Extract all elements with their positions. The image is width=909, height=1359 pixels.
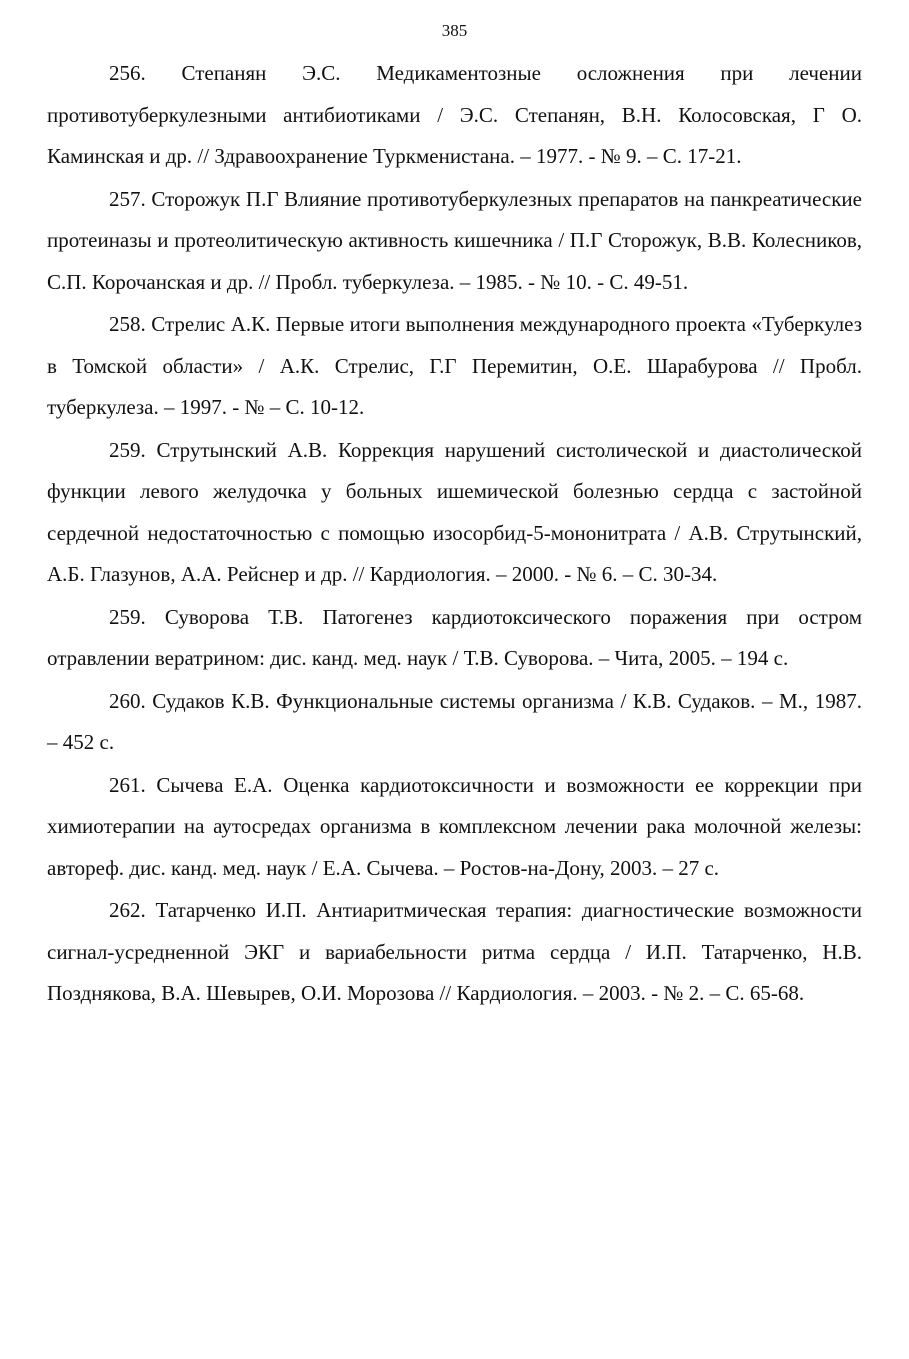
reference-entry: 259. Струтынский А.В. Коррекция нарушений систолической и диастолической функции левого желудочка у больных ишемической болезнью сердца с застойной сердечной недостаточностью с помощью изосорбид-5-мононитрата / А.В. Струтынский, А.Б. Глазунов, А.А. Рейснер и др. // Кардиология. – 2000. - № 6. – С. 30-34. (47, 437, 862, 586)
page-number: 385 (441, 21, 468, 40)
reference-entry: 258. Стрелис А.К. Первые итоги выполнения международного проекта «Туберкулез в Томской области» / А.К. Стрелис, Г.Г Перемитин, О.Е. Шарабурова // Пробл. туберкулеза. – 1997. - № – С. 10-12. (47, 312, 862, 419)
reference-entry: 261. Сычева Е.А. Оценка кардиотоксичности и возможности ее коррекции при химиотерапии на аутосредах организма в комплексном лечении рака молочной железы: автореф. дис. канд. мед. наук / Е.А. Сычева. – Ростов-на-Дону, 2003. – 27 с. (47, 772, 862, 880)
reference-entry: 262. Татарченко И.П. Антиаритмическая терапия: диагностические возможности сигнал-усредненной ЭКГ и вариабельности ритма сердца / И.П. Татарченко, Н.В. Позднякова, В.А. Шевырев, О.И. Морозова // Кардиология. – 2003. - № 2. – С. 65-68. (47, 898, 862, 1005)
reference-entry: 260. Судаков К.В. Функциональные системы организма / К.В. Судаков. – М., 1987. – 452 с. (47, 688, 862, 754)
reference-entry: 256. Степанян Э.С. Медикаментозные осложнения при лечении противотуберкулезными антибиотиками / Э.С. Степанян, В.Н. Колосовская, Г О. Каминская и др. // Здравоохранение Туркменистана. – 1977. - № 9. – С. 17-21. (47, 61, 862, 168)
reference-entry: 259. Суворова Т.В. Патогенез кардиотоксического поражения при остром отравлении вератрином: дис. канд. мед. наук / Т.В. Суворова. – Чита, 2005. – 194 с. (47, 604, 862, 670)
reference-list (47, 53, 862, 1016)
reference-entry: 257. Сторожук П.Г Влияние противотуберкулезных препаратов на панкреатические протеиназы и протеолитическую активность кишечника / П.Г Сторожук, В.В. Колесников, С.П. Корочанская и др. // Пробл. туберкулеза. – 1985. - № 10. - С. 49-51. (47, 186, 862, 294)
